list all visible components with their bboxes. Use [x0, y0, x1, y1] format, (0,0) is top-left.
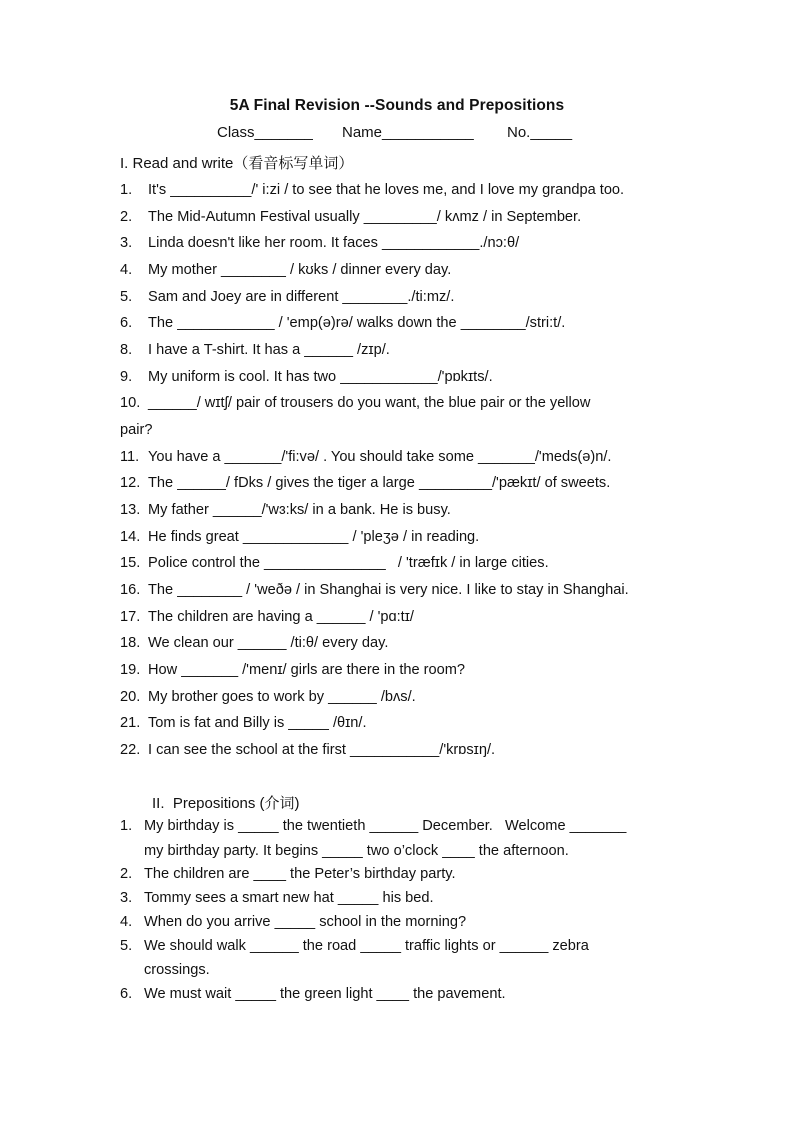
item-text: My father ______/'wɜ:ks/ in a bank. He is busy.	[148, 502, 451, 518]
exercise-item	[120, 206, 674, 228]
exercise-item	[120, 472, 674, 494]
name-field: Name___________	[342, 124, 474, 141]
item-number: 22.	[120, 742, 141, 758]
item-text: Police control the _______________ / 'træfɪk / in large cities.	[148, 555, 549, 571]
class-field: Class_______	[217, 124, 313, 141]
item-text: The ____________ / 'emp(ə)rə/ walks down the ________/stri:t/.	[148, 315, 566, 331]
item-number: 5.	[120, 938, 133, 954]
preposition-item	[120, 815, 674, 837]
item-text: Tommy sees a smart new hat _____ his bed.	[144, 890, 434, 906]
exercise-item	[120, 606, 674, 628]
item-text: We clean our ______ /ti:θ/ every day.	[148, 635, 389, 651]
item-text: pair?	[120, 422, 153, 438]
exercise-item	[120, 419, 674, 441]
item-number: 21.	[120, 715, 141, 731]
item-text: It's __________/' i:zi / to see that he loves me, and I love my grandpa too.	[148, 182, 625, 198]
exercise-item	[120, 712, 674, 734]
item-text: ______/ wɪtʃ/ pair of trousers do you want, the blue pair or the yellow	[148, 395, 591, 411]
item-text: The ______/ fDks / gives the tiger a large _________/'pækɪt/ of sweets.	[148, 475, 611, 491]
item-number: 4.	[120, 262, 133, 278]
item-number: 18.	[120, 635, 141, 651]
exercise-item	[120, 286, 674, 308]
item-text: Tom is fat and Billy is _____ /θɪn/.	[148, 715, 367, 731]
exercise-item	[120, 312, 674, 334]
item-text: Linda doesn't like her room. It faces ____________./nɔ:θ/	[148, 235, 520, 251]
exercise-item	[120, 232, 674, 254]
item-text: My mother ________ / kʊks / dinner every day.	[148, 262, 452, 278]
item-text: My birthday is _____ the twentieth ______ December. Welcome _______	[144, 818, 627, 834]
item-text: Sam and Joey are in different ________./ti:mz/.	[148, 289, 455, 305]
item-number: 2.	[120, 866, 133, 882]
item-text: The children are ____ the Peter’s birthday party.	[144, 866, 456, 882]
exercise-item	[120, 632, 674, 654]
item-number: 5.	[120, 289, 133, 305]
item-number: 13.	[120, 502, 141, 518]
item-number: 6.	[120, 986, 133, 1002]
item-number: 4.	[120, 914, 133, 930]
exercise-item	[120, 499, 674, 521]
item-text: I have a T-shirt. It has a ______ /zɪp/.	[148, 342, 390, 358]
item-text: The ________ / 'weðə / in Shanghai is very nice. I like to stay in Shanghai.	[148, 582, 629, 598]
exercise-item	[120, 339, 674, 361]
item-number: 1.	[120, 818, 133, 834]
preposition-item	[120, 983, 674, 1005]
exercise-item	[120, 739, 674, 761]
exercise-item	[120, 579, 674, 601]
item-number: 9.	[120, 369, 133, 385]
item-text: My brother goes to work by ______ /bʌs/.	[148, 689, 416, 705]
exercise-item	[120, 179, 674, 201]
item-text: crossings.	[144, 962, 210, 978]
exercise-item	[120, 446, 674, 468]
item-text: When do you arrive _____ school in the morning?	[144, 914, 467, 930]
item-number: 19.	[120, 662, 141, 678]
preposition-item	[120, 863, 674, 885]
item-number: 20.	[120, 689, 141, 705]
item-text: My uniform is cool. It has two ____________/'pɒkɪts/.	[148, 369, 493, 385]
item-text: We must wait _____ the green light ____ the pavement.	[144, 986, 506, 1002]
number-field: No._____	[507, 124, 573, 141]
item-number: 1.	[120, 182, 133, 198]
item-text: I can see the school at the first ___________/'krɒsɪŋ/.	[148, 742, 496, 758]
item-number: 2.	[120, 209, 133, 225]
item-number: 6.	[120, 315, 133, 331]
item-text: The Mid-Autumn Festival usually _________/ kʌmz / in September.	[148, 209, 582, 225]
exercise-item	[120, 392, 674, 414]
exercise-item	[120, 366, 674, 388]
item-number: 11.	[120, 449, 140, 465]
item-text: He finds great _____________ / 'pleʒə / in reading.	[148, 529, 480, 545]
item-number: 12.	[120, 475, 141, 491]
item-number: 10.	[120, 395, 141, 411]
exercise-item	[120, 659, 674, 681]
item-number: 3.	[120, 235, 133, 251]
page-title: 5A Final Revision --Sounds and Prepositions	[229, 97, 565, 114]
item-number: 17.	[120, 609, 141, 625]
item-text: How _______ /'menɪ/ girls are there in the room?	[148, 662, 466, 678]
item-number: 8.	[120, 342, 133, 358]
section1-heading: I. Read and write（看音标写单词）	[120, 155, 354, 172]
item-text: You have a _______/'fi:və/ . You should take some _______/'meds(ə)n/.	[148, 449, 612, 465]
exercise-item	[120, 259, 674, 281]
item-number: 3.	[120, 890, 133, 906]
item-text: We should walk ______ the road _____ traffic lights or ______ zebra	[144, 938, 589, 954]
section2-heading: II. Prepositions (介词)	[152, 795, 300, 812]
item-number: 14.	[120, 529, 141, 545]
preposition-item	[144, 959, 674, 981]
item-text: The children are having a ______ / 'pɑ:tɪ/	[148, 609, 414, 625]
exercise-item	[120, 526, 674, 548]
item-text: my birthday party. It begins _____ two o’clock ____ the afternoon.	[144, 843, 569, 859]
preposition-item	[120, 887, 674, 909]
preposition-item	[144, 840, 674, 862]
item-number: 16.	[120, 582, 141, 598]
exercise-item	[120, 686, 674, 708]
preposition-item	[120, 935, 674, 957]
item-number: 15.	[120, 555, 141, 571]
preposition-item	[120, 911, 674, 933]
exercise-item	[120, 552, 674, 574]
